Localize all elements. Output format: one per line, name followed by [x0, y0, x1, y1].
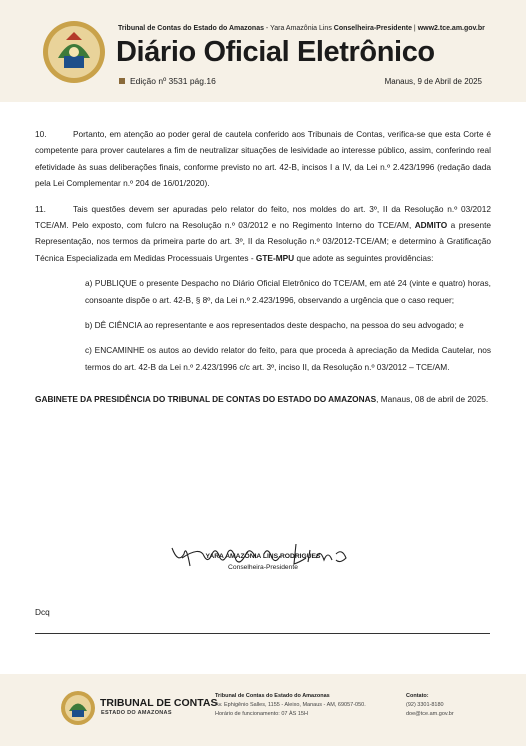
paragraph-number: 10.: [35, 129, 47, 139]
list-item-b: b) DÊ CIÊNCIA ao representante e aos representados deste despacho, na pessoa do seu advogado; e: [85, 320, 464, 331]
signatory-role: Conselheira-Presidente: [228, 564, 298, 571]
edition-text: Edição nº 3531 pág.16: [130, 76, 216, 86]
header-sep: |: [411, 25, 418, 32]
list-item-a: a) PUBLIQUE o presente Despacho no Diário Oficial Eletrônico do TCE/AM, em até 24 (vinte e quatro) horas, consoante dispõe o art. 42-B, § 8º, da Lei n.º 2.423/1996, observando a urgência que o caso requer;: [85, 278, 491, 305]
tce-seal-logo: [40, 18, 108, 86]
footer-contact: [406, 692, 454, 719]
list-item-c: c) ENCAMINHE os autos ao devido relator do feito, para que proceda à apreciação da Medida Cautelar, nos termos do art. 42-B da Lei n.º 2.423/1996 c/c art. 3º, inciso II, da Resolução n.º 03/2012 – TCE/AM.: [85, 345, 491, 372]
header-date: Manaus, 9 de Abril de 2025: [384, 77, 482, 86]
paragraph-bold: GTE-MPU: [255, 252, 295, 263]
initials: Dcq: [35, 607, 50, 617]
signatory-name: YARA AMAZÔNIA LINS RODRIGUES: [205, 553, 321, 560]
paragraph-number: 11.: [35, 203, 46, 214]
paragraph-text: que adote as seguintes providências:: [294, 252, 434, 263]
footer-org-name: TRIBUNAL DE CONTAS: [100, 697, 218, 709]
footer-phone: (92) 3301-8180: [406, 702, 444, 708]
footer-hours: Horário de funcionamento: 07 ÀS 15H: [215, 711, 308, 717]
closing-paragraph: [35, 391, 491, 407]
header-org-line: [118, 25, 485, 32]
footer-org-sub: ESTADO DO AMAZONAS: [101, 710, 172, 716]
paragraph-text: Tais questões devem ser apuradas pelo relator do feito, nos moldes do art. 3º, II da Resolução n.º 03/2012 TCE/AM. Pelo exposto, com fulcro na Resolução n.º 03/2012 e no Regimento Interno do TCE/AM,: [35, 203, 491, 231]
paragraph-text: a presente Representação, nos termos da primeira parte do art. 3º, II da Resolução n.º 03/2012-TCE/AM; e determino à Gratificação Técnica Especializada em Medidas Processuais Urgentes -: [35, 220, 491, 263]
header-org-name: Tribunal de Contas do Estado do Amazonas: [118, 25, 264, 32]
header-role: Conselheira-Presidente: [333, 25, 412, 32]
paragraph-text: Portanto, em atenção ao poder geral de cautela conferido aos Tribunais de Contas, verifica-se que esta Corte é competente para prover cautelares a fim de neutralizar situações de lesividade ao interesse público, assim, conferindo real efetividade às suas deliberações finais, conforme previsto no art. 42-B, incisos I a IV, da Lei n.º 2.423/1996 (redação dada pela Lei Complementar n.º 204 de 16/01/2020).: [35, 129, 491, 189]
footer-address: [215, 692, 366, 719]
divider: [35, 633, 490, 634]
document-body: [35, 126, 491, 417]
closing-text: , Manaus, 08 de abril de 2025.: [376, 394, 489, 405]
footer-address-title: Tribunal de Contas do Estado do Amazonas: [215, 693, 330, 699]
footer-seal-logo: [60, 690, 96, 726]
paragraph-11: [35, 201, 491, 267]
paragraph-bold: ADMITO: [414, 220, 448, 231]
footer-contact-title: Contato:: [406, 693, 429, 699]
edition-line: [119, 76, 216, 86]
closing-bold: GABINETE DA PRESIDÊNCIA DO TRIBUNAL DE CONTAS DO ESTADO DO AMAZONAS: [35, 394, 377, 405]
footer-address-line: Av. Ephigênio Salles, 1155 - Aleixo, Manaus - AM, 69057-050.: [215, 702, 366, 708]
header-site-link[interactable]: www2.tce.am.gov.br: [417, 25, 485, 32]
footer-email-link[interactable]: doe@tce.am.gov.br: [406, 711, 454, 717]
header-president: - Yara Amazônia Lins: [263, 25, 334, 32]
page-title: Diário Oficial Eletrônico: [116, 36, 435, 68]
edition-square-icon: [119, 78, 125, 84]
paragraph-10: [35, 126, 491, 192]
